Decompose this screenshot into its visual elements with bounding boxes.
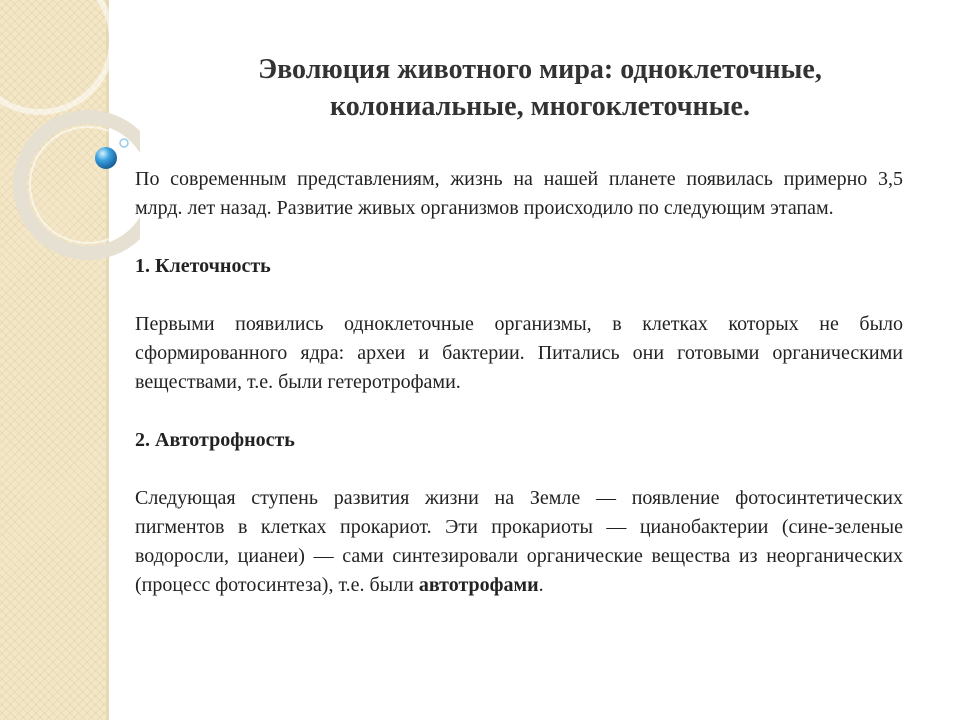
intro-paragraph: По современным представлениям, жизнь на нашей планете появилась примерно 3,5 млрд. лет назад. Развитие живых организмов происходило по следующим этапам. [135,168,903,219]
decorative-circles [0,0,140,320]
section-heading-cellularity: 1. Клеточность [135,255,271,277]
autotrophy-period: . [538,574,544,596]
section-paragraph-cellularity: Первыми появились одноклеточные организмы, в клетках которых не было сформированного ядра: археи и бактерии. Питались они готовыми органическими веществами, т.е. были гетеротрофами. [135,313,903,393]
section-heading-autotrophy: 2. Автотрофность [135,429,295,451]
slide-body [135,165,903,600]
autotrophy-text: Следующая ступень развития жизни на Земле — появление фотосинтетических пигментов в клетках прокариот. Эти прокариоты — цианобактерии (сине-зеленые водоросли, цианеи) — сами синтезировали органические вещества из неорганических (процесс фотосинтеза), т.е. были [135,487,903,596]
title-line-1: Эволюция животного мира: одноклеточные, [258,54,822,85]
decorative-ring-inner [30,127,140,243]
title-line-2: колониальные, многоклеточные. [330,91,750,122]
section-paragraph-autotrophy [135,484,903,600]
slide-title [120,51,960,125]
blue-bubble-icon [95,147,117,169]
decorative-ring-large [0,0,112,112]
autotrophs-emphasis: автотрофами [418,574,539,596]
